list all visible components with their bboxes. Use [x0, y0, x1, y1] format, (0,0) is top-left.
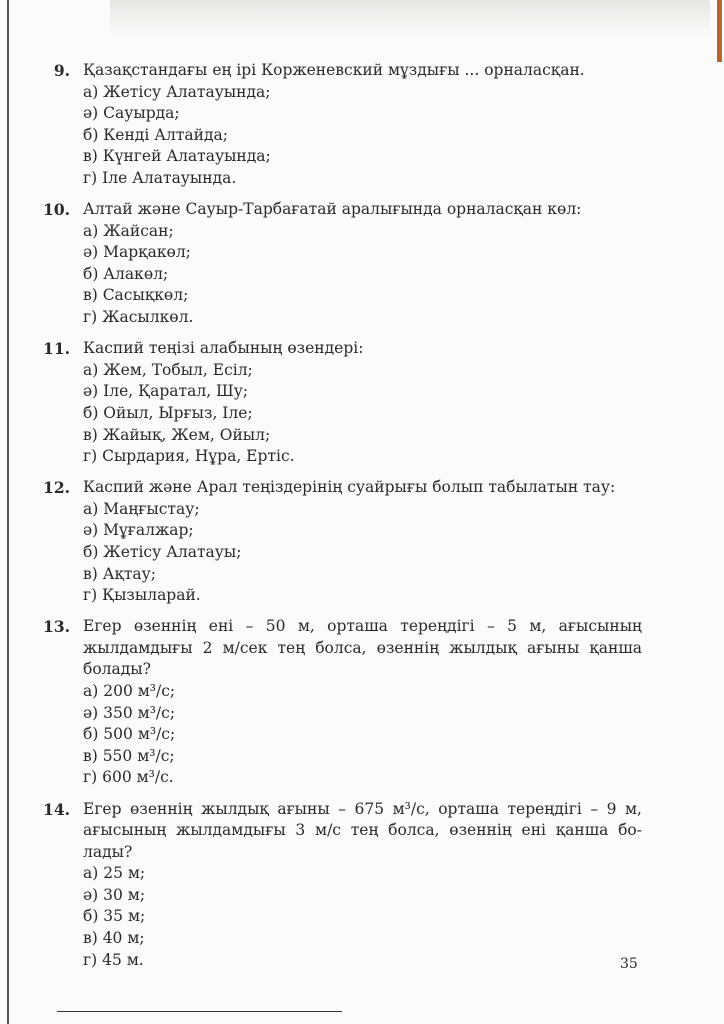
scan-shadow — [110, 0, 710, 36]
answer-option: в) Жайық, Жем, Ойыл; — [83, 425, 271, 444]
answer-option: в) 40 м; — [83, 929, 145, 948]
question-text: Алтай және Сауыр-Тарбағатай аралығында орналасқан көл: — [83, 200, 582, 219]
answer-option: г) Жасылкөл. — [83, 308, 194, 327]
answer-option: в) Сасықкөл; — [83, 286, 189, 305]
question-12 — [30, 477, 642, 607]
answer-option: г) Іле Алатауында. — [83, 168, 237, 187]
question-text: Каспий теңізі алабының өзендері: — [83, 339, 364, 358]
answer-option: б) Кенді Алтайда; — [83, 125, 228, 144]
answer-option: а) Жайсан; — [83, 221, 174, 240]
answer-option: б) 35 м; — [83, 907, 146, 926]
answer-option: б) 500 м³/с; — [83, 725, 176, 744]
question-text: Егер өзеннің ені – 50 м, орташа тереңдігі – 5 м, ағысының — [83, 617, 642, 636]
answer-option: а) Жетісу Алатауында; — [83, 82, 271, 101]
answer-option: г) Қызыларай. — [83, 586, 201, 605]
answer-option: а) Жем, Тобыл, Есіл; — [83, 360, 253, 379]
page-number: 35 — [620, 956, 638, 972]
answer-option: б) Алакөл; — [83, 264, 169, 283]
question-9 — [30, 60, 642, 190]
answer-option: г) Сырдария, Нұра, Ертіс. — [83, 447, 295, 466]
page-edge-left — [7, 0, 9, 1024]
answer-option: ә) 30 м; — [83, 885, 146, 904]
answer-option: а) 200 м³/с; — [83, 682, 176, 701]
question-number: 14. — [43, 799, 70, 819]
page-edge-right — [717, 0, 722, 62]
answer-option: ә) Сауырда; — [83, 104, 180, 123]
question-text: болады? — [83, 660, 151, 679]
question-list — [30, 60, 642, 981]
question-text: Қазақстандағы ең ірі Корженевский мұздығы ... орналасқан. — [83, 61, 585, 79]
answer-option: б) Жетісу Алатауы; — [83, 542, 242, 561]
answer-option: а) Маңғыстау; — [83, 499, 200, 518]
question-text: лады? — [83, 842, 133, 861]
question-14 — [30, 799, 642, 972]
question-number: 12. — [43, 478, 70, 498]
answer-option: б) Ойыл, Ырғыз, Іле; — [83, 403, 253, 422]
question-number: 11. — [43, 339, 70, 359]
answer-option: в) 550 м³/с; — [83, 746, 175, 765]
answer-option: ә) 350 м³/с; — [83, 703, 176, 722]
question-13 — [30, 616, 642, 789]
question-number: 13. — [43, 617, 70, 637]
question-text: Егер өзеннің жылдық ағыны – 675 м³/с, орташа тереңдігі – 9 м, — [83, 799, 642, 818]
answer-option: г) 600 м³/с. — [83, 768, 174, 787]
question-text: жылдамдығы 2 м/сек тең болса, өзеннің жылдық ағыны қанша — [83, 638, 642, 657]
answer-option: г) 45 м. — [83, 950, 144, 969]
question-11 — [30, 338, 642, 468]
question-text: ағысының жылдамдығы 3 м/с тең болса, өзеннің ені қанша бо- — [83, 821, 642, 840]
question-number: 10. — [43, 200, 70, 220]
answer-option: в) Ақтау; — [83, 564, 156, 583]
answer-option: ә) Мұғалжар; — [83, 521, 194, 540]
answer-option: в) Күнгей Алатауында; — [83, 147, 271, 166]
question-10 — [30, 199, 642, 329]
answer-option: ә) Іле, Қаратал, Шу; — [83, 382, 249, 401]
footer-rule — [57, 1011, 342, 1012]
question-number: 9. — [53, 61, 70, 80]
answer-option: ә) Марқакөл; — [83, 243, 191, 262]
question-text: Каспий және Арал теңіздерінің суайрығы болып табылатын тау: — [83, 478, 616, 497]
answer-option: а) 25 м; — [83, 864, 146, 883]
